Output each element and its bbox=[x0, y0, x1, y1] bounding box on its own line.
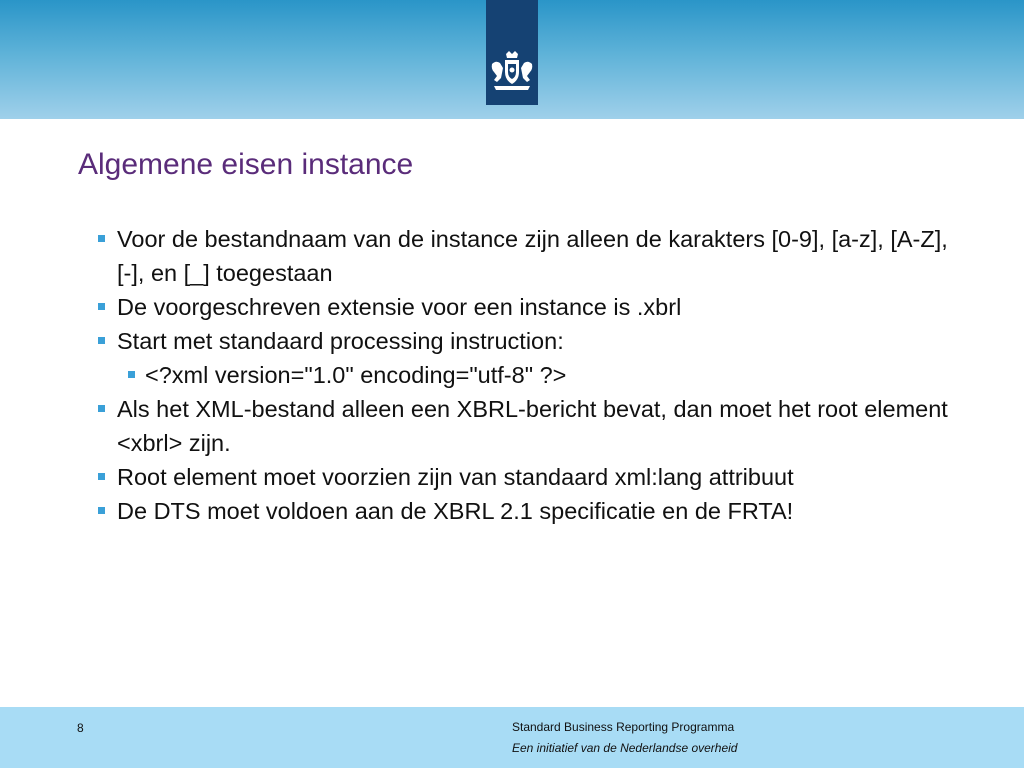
bullet-square-icon bbox=[98, 303, 105, 310]
footer-band bbox=[0, 707, 1024, 768]
bullet-text: Als het XML-bestand alleen een XBRL-bericht bevat, dan moet het root element <xbrl> zijn. bbox=[117, 396, 948, 456]
slide-title: Algemene eisen instance bbox=[78, 148, 414, 181]
government-logo bbox=[486, 0, 538, 105]
bullet-square-icon bbox=[98, 473, 105, 480]
bullet-text: De voorgeschreven extensie voor een instance is .xbrl bbox=[117, 294, 682, 320]
footer-organization: Standard Business Reporting Programma bbox=[512, 720, 735, 734]
bullet-square-icon bbox=[98, 507, 105, 514]
page-number: 8 bbox=[77, 721, 84, 735]
bullet-text: <?xml version="1.0" encoding="utf-8" ?> bbox=[145, 362, 567, 388]
bullet-square-icon bbox=[128, 371, 135, 378]
bullet-text: Root element moet voorzien zijn van standaard xml:lang attribuut bbox=[117, 464, 794, 490]
bullet-text: Start met standaard processing instruction: bbox=[117, 328, 564, 354]
bullet-square-icon bbox=[98, 337, 105, 344]
bullet-square-icon bbox=[98, 405, 105, 412]
coat-of-arms-icon bbox=[486, 50, 538, 94]
bullet-text: Voor de bestandnaam van de instance zijn alleen de karakters [0-9], [a-z], [A-Z], [-], en [_] toegestaan bbox=[117, 226, 948, 286]
bullet-item bbox=[98, 392, 978, 460]
bullet-list bbox=[98, 222, 978, 528]
bullet-item bbox=[98, 290, 978, 324]
bullet-item bbox=[98, 324, 978, 358]
bullet-item bbox=[98, 494, 978, 528]
bullet-item bbox=[98, 222, 978, 290]
bullet-text: De DTS moet voldoen aan de XBRL 2.1 specificatie en de FRTA! bbox=[117, 498, 794, 524]
header-band bbox=[0, 0, 1024, 119]
bullet-square-icon bbox=[98, 235, 105, 242]
footer-tagline: Een initiatief van de Nederlandse overheid bbox=[512, 741, 738, 755]
bullet-item bbox=[98, 460, 978, 494]
sub-bullet-item bbox=[98, 358, 978, 392]
